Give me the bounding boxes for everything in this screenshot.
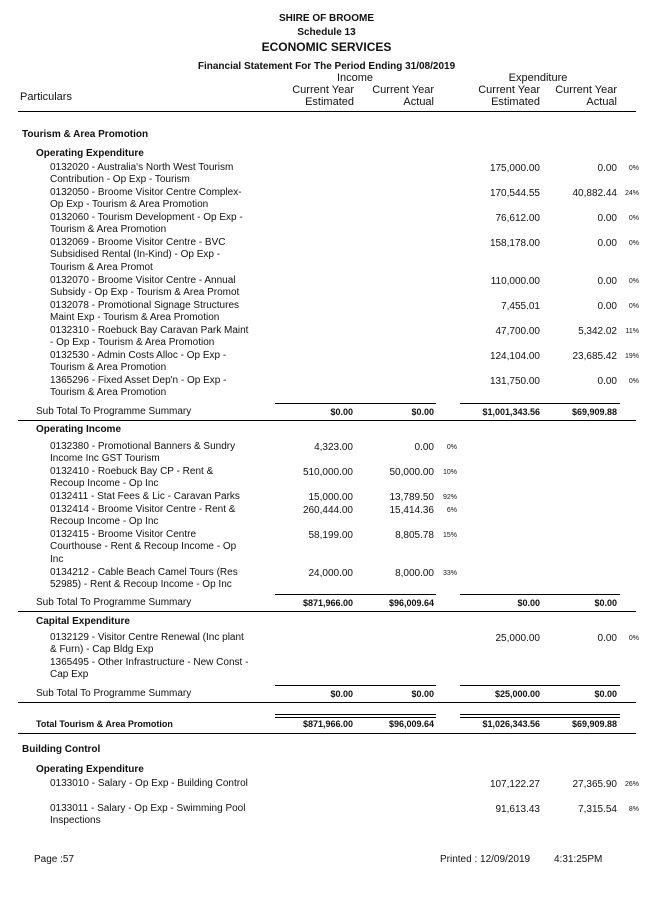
- line-item-exp-estimated: 124,104.00: [489, 351, 540, 362]
- line-item-exp-percent: 26%: [624, 781, 639, 788]
- line-item-exp-percent: 0%: [628, 165, 639, 172]
- program-title-tourism: Tourism & Area Promotion: [22, 129, 149, 140]
- line-item-exp-estimated: 158,178.00: [489, 238, 540, 249]
- line-item-inc-actual: 0.00: [414, 442, 434, 453]
- total-inc-act: $96,009.64: [388, 719, 434, 729]
- program-divider: [18, 733, 636, 734]
- line-item-inc-estimated: 58,199.00: [308, 530, 353, 541]
- line-item-inc-percent: 15%: [442, 532, 457, 539]
- section-divider: [18, 420, 636, 421]
- line-item-description: 0132411 - Stat Fees & Lic - Caravan Parks: [50, 491, 240, 502]
- line-item-exp-estimated: 107,122.27: [489, 779, 540, 790]
- printed-date: Printed : 12/09/2019: [440, 854, 531, 865]
- header-divider: [18, 111, 636, 112]
- line-item-exp-actual: 0.00: [597, 301, 617, 312]
- line-item-description: 0133011 - Salary - Op Exp - Swimming Pool Inspections: [50, 803, 246, 827]
- line-item-exp-actual: 0.00: [597, 276, 617, 287]
- line-item-inc-actual: 15,414.36: [389, 505, 434, 516]
- subtotal-rule-income: [275, 403, 436, 404]
- printed-time: 4:31:25PM: [554, 854, 603, 865]
- subtotal-exp-act: $69,909.88: [571, 407, 617, 417]
- line-item-exp-actual: 7,315.54: [578, 804, 617, 815]
- line-item-inc-percent: 0%: [446, 444, 457, 451]
- report-title: ECONOMIC SERVICES: [261, 40, 392, 54]
- line-item-exp-actual: 0.00: [597, 238, 617, 249]
- line-item-description: 0132415 - Broome Visitor Centre Courthouse - Rent & Recoup Income - Op Inc: [50, 529, 237, 565]
- subtotal-label: Sub Total To Programme Summary: [36, 597, 192, 608]
- particulars-heading: Particulars: [20, 91, 72, 103]
- line-item-exp-percent: 11%: [625, 328, 639, 335]
- line-item-inc-actual: 8,805.78: [395, 530, 434, 541]
- page-number: Page :57: [34, 854, 75, 865]
- subtotal-rule-expenditure: [460, 403, 620, 404]
- line-item-exp-estimated: 110,000.00: [490, 276, 540, 287]
- line-item-exp-estimated: 131,750.00: [489, 376, 540, 387]
- section-opexp-tourism: Operating Expenditure: [36, 148, 144, 159]
- subtotal-rule-income: [275, 594, 436, 595]
- line-item-exp-percent: 0%: [628, 240, 639, 247]
- subtotal-rule-expenditure: [460, 685, 620, 686]
- total-rule-expenditure: [460, 714, 620, 718]
- line-item-description: 0132380 - Promotional Banners & Sundry Income Inc GST Tourism: [50, 441, 236, 465]
- line-item-inc-estimated: 15,000.00: [308, 492, 353, 503]
- subtotal-rule-expenditure: [460, 594, 620, 595]
- program-title-building: Building Control: [22, 744, 101, 755]
- line-item-description: 0132310 - Roebuck Bay Caravan Park Maint - Op Exp - Tourism & Area Promotion: [50, 325, 249, 349]
- line-item-exp-estimated: 170,544.55: [489, 188, 540, 199]
- line-item-inc-actual: 13,789.50: [389, 492, 434, 503]
- subtotal-rule-income: [275, 685, 436, 686]
- expenditure-estimated-heading: Current Year Estimated: [478, 84, 540, 109]
- line-item-exp-actual: 0.00: [597, 163, 617, 174]
- line-item-exp-actual: 0.00: [597, 376, 617, 387]
- line-item-description: 0132060 - Tourism Development - Op Exp - Tourism & Area Promotion: [50, 212, 243, 236]
- line-item-inc-actual: 50,000.00: [389, 467, 434, 478]
- subtotal-inc-act: $0.00: [411, 689, 434, 699]
- line-item-exp-estimated: 47,700.00: [495, 326, 540, 337]
- line-item-exp-actual: 0.00: [597, 213, 617, 224]
- line-item-exp-actual: 23,685.42: [572, 351, 617, 362]
- line-item-inc-percent: 33%: [442, 570, 457, 577]
- line-item-description: 0132129 - Visitor Centre Renewal (Inc plant & Furn) - Cap Bldg Exp: [50, 632, 244, 656]
- line-item-inc-estimated: 260,444.00: [302, 505, 353, 516]
- subtotal-exp-est: $25,000.00: [494, 689, 540, 699]
- line-item-description: 0134212 - Cable Beach Camel Tours (Res 52985) - Rent & Recoup Income - Op Inc: [50, 567, 238, 591]
- line-item-exp-percent: 0%: [628, 278, 639, 285]
- subtotal-exp-est: $1,001,343.56: [482, 407, 540, 417]
- line-item-exp-percent: 0%: [628, 215, 639, 222]
- line-item-inc-percent: 6%: [446, 507, 457, 514]
- subtotal-exp-est: $0.00: [517, 598, 540, 608]
- line-item-exp-actual: 0.00: [597, 633, 617, 644]
- schedule-label: Schedule 13: [297, 27, 356, 38]
- line-item-exp-actual: 5,342.02: [578, 326, 617, 337]
- line-item-exp-estimated: 91,613.43: [495, 804, 540, 815]
- subtotal-exp-act: $0.00: [594, 598, 617, 608]
- subtotal-exp-act: $0.00: [594, 689, 617, 699]
- line-item-exp-percent: 8%: [628, 806, 639, 813]
- line-item-exp-percent: 0%: [628, 303, 639, 310]
- line-item-description: 0132070 - Broome Visitor Centre - Annual Subsidy - Op Exp - Tourism & Area Promot: [50, 275, 240, 299]
- income-heading: Income: [336, 72, 374, 84]
- line-item-description: 0132078 - Promotional Signage Structures Maint Exp - Tourism & Area Promotion: [50, 300, 240, 324]
- section-capexp-tourism: Capital Expenditure: [36, 616, 130, 627]
- line-item-exp-estimated: 175,000.00: [489, 163, 540, 174]
- subtotal-inc-est: $0.00: [330, 689, 353, 699]
- line-item-description: 0132069 - Broome Visitor Centre - BVC Subsidised Rental (In-Kind) - Op Exp - Tourism & Area Promot: [50, 237, 226, 273]
- line-item-description: 1365495 - Other Infrastructure - New Const - Cap Exp: [50, 657, 249, 681]
- subtotal-inc-act: $96,009.64: [388, 598, 434, 608]
- subtotal-label: Sub Total To Programme Summary: [36, 688, 192, 699]
- income-actual-heading: Current Year Actual: [372, 84, 434, 109]
- statement-title: Financial Statement For The Period Ending 31/08/2019: [197, 61, 456, 72]
- line-item-inc-estimated: 510,000.00: [302, 467, 353, 478]
- line-item-description: 0133010 - Salary - Op Exp - Building Control: [50, 778, 248, 789]
- total-exp-est: $1,026,343.56: [482, 719, 540, 729]
- section-opexp-building: Operating Expenditure: [36, 764, 144, 775]
- expenditure-heading: Expenditure: [508, 72, 568, 84]
- line-item-exp-estimated: 7,455.01: [501, 301, 540, 312]
- subtotal-inc-act: $0.00: [411, 407, 434, 417]
- line-item-description: 0132410 - Roebuck Bay CP - Rent & Recoup Income - Op Inc: [50, 466, 214, 490]
- line-item-description: 0132414 - Broome Visitor Centre - Rent & Recoup Income - Op Inc: [50, 504, 236, 528]
- expenditure-actual-heading: Current Year Actual: [555, 84, 617, 109]
- line-item-exp-percent: 19%: [624, 353, 639, 360]
- line-item-description: 1365296 - Fixed Asset Dep'n - Op Exp - Tourism & Area Promotion: [50, 375, 227, 399]
- subtotal-label: Sub Total To Programme Summary: [36, 406, 192, 417]
- total-exp-act: $69,909.88: [571, 719, 617, 729]
- line-item-inc-actual: 8,000.00: [395, 568, 434, 579]
- line-item-exp-actual: 40,882.44: [572, 188, 617, 199]
- total-rule-income: [275, 714, 436, 718]
- section-divider: [18, 611, 636, 612]
- total-label: Total Tourism & Area Promotion: [36, 719, 173, 729]
- line-item-inc-percent: 92%: [442, 494, 457, 501]
- line-item-inc-percent: 10%: [442, 469, 457, 476]
- line-item-exp-actual: 27,365.90: [572, 779, 617, 790]
- total-inc-est: $871,966.00: [302, 719, 353, 729]
- line-item-exp-percent: 0%: [628, 635, 639, 642]
- org-name: SHIRE OF BROOME: [278, 13, 374, 24]
- line-item-exp-percent: 0%: [628, 378, 639, 385]
- section-opinc-tourism: Operating Income: [36, 424, 122, 435]
- line-item-inc-estimated: 4,323.00: [314, 442, 353, 453]
- line-item-description: 0132020 - Australia's North West Tourism Contribution - Op Exp - Tourism: [50, 162, 234, 186]
- line-item-description: 0132050 - Broome Visitor Centre Complex- Op Exp - Tourism & Area Promotion: [50, 187, 242, 211]
- line-item-exp-estimated: 76,612.00: [495, 213, 540, 224]
- subtotal-inc-est: $0.00: [330, 407, 353, 417]
- line-item-description: 0132530 - Admin Costs Alloc - Op Exp - Tourism & Area Promotion: [50, 350, 227, 374]
- line-item-exp-percent: 24%: [624, 190, 639, 197]
- section-divider: [18, 702, 636, 703]
- subtotal-inc-est: $871,966.00: [302, 598, 353, 608]
- income-estimated-heading: Current Year Estimated: [292, 84, 354, 109]
- line-item-inc-estimated: 24,000.00: [308, 568, 353, 579]
- line-item-exp-estimated: 25,000.00: [495, 633, 540, 644]
